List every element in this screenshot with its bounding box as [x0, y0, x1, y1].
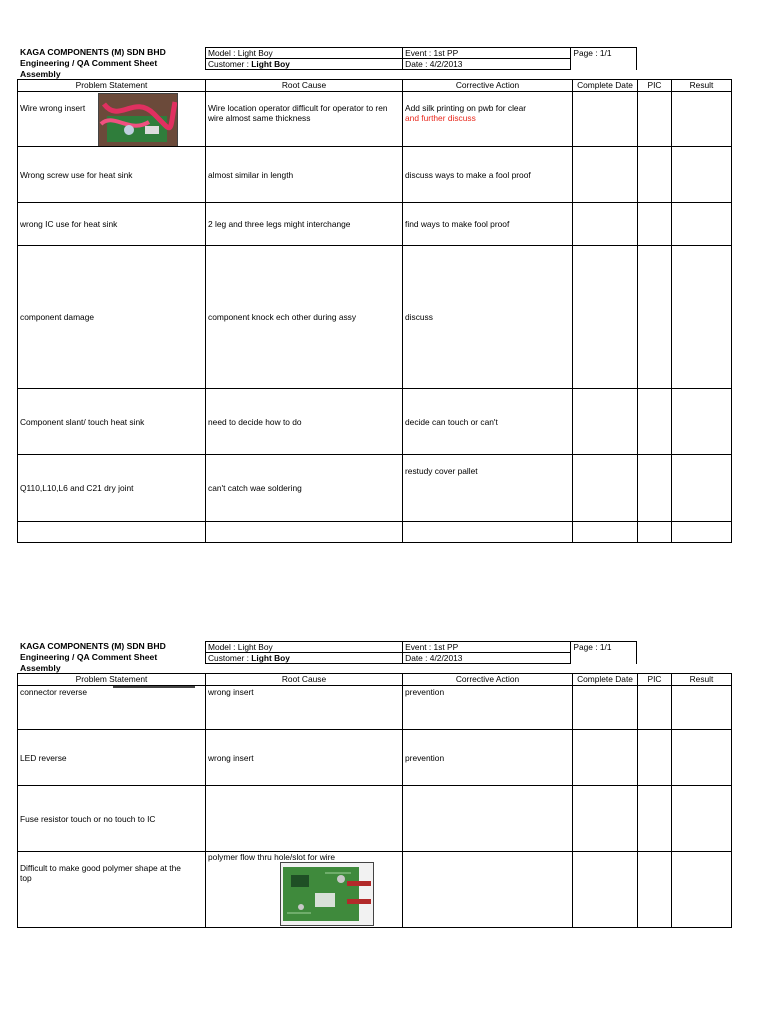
table-row: [18, 389, 732, 455]
problem-cell: connector reverse: [18, 686, 206, 730]
cause-cell: Wire location operator difficult for operator to ren wire almost same thickness: [206, 92, 403, 147]
problem-cell: Wrong screw use for heat sink: [18, 147, 206, 203]
table-row: [18, 852, 732, 928]
customer-value: Light Boy: [251, 653, 290, 663]
cause-cell: can't catch wae soldering: [206, 455, 403, 522]
problem-cell: Q110,L10,L6 and C21 dry joint: [18, 455, 206, 522]
cause-cell: [206, 786, 403, 852]
table-row: [18, 246, 732, 389]
event-cell: Event : 1st PP: [403, 48, 571, 59]
action-cell: discuss ways to make a fool proof: [403, 147, 573, 203]
table-row-empty: [18, 522, 732, 543]
column-header: Problem Statement: [18, 674, 206, 686]
cause-cell: 2 leg and three legs might interchange: [206, 203, 403, 246]
table-row: [18, 686, 732, 730]
action-cell: [403, 786, 573, 852]
problem-cell: Wire wrong insert: [18, 92, 206, 147]
problem-cell: LED reverse: [18, 730, 206, 786]
table-header-row: [18, 674, 732, 686]
action-cell: discuss: [403, 246, 573, 389]
table-row: [18, 92, 732, 147]
cause-cell: component knock ech other during assy: [206, 246, 403, 389]
column-header: PIC: [638, 80, 672, 92]
cause-cell: wrong insert: [206, 686, 403, 730]
column-header: Result: [672, 674, 732, 686]
problem-cell: Component slant/ touch heat sink: [18, 389, 206, 455]
column-header: Corrective Action: [403, 674, 573, 686]
date-cell: Date : 4/2/2013: [403, 653, 571, 664]
column-header: Problem Statement: [18, 80, 206, 92]
model-cell: Model : Light Boy: [206, 642, 403, 653]
action-cell: restudy cover pallet: [403, 455, 573, 522]
comment-table: [17, 79, 732, 543]
model-cell: Model : Light Boy: [206, 48, 403, 59]
wire-photo: [98, 93, 178, 147]
action-cell: [403, 852, 573, 928]
cause-cell: need to decide how to do: [206, 389, 403, 455]
column-header: Root Cause: [206, 674, 403, 686]
column-header: Complete Date: [573, 80, 638, 92]
page-cell: Page : 1/1: [571, 642, 637, 653]
sheet-title: Engineering / QA Comment Sheet: [20, 652, 158, 662]
model-value: Light Boy: [237, 642, 273, 652]
column-header: Root Cause: [206, 80, 403, 92]
cause-cell: polymer flow thru hole/slot for wire: [206, 852, 403, 928]
action-cell: Add silk printing on pwb for clear and further discuss: [403, 92, 573, 147]
company-name: KAGA COMPONENTS (M) SDN BHD: [20, 47, 166, 57]
table-row: [18, 786, 732, 852]
header-box: [205, 641, 637, 664]
action-cell: prevention: [403, 686, 573, 730]
table-row: [18, 455, 732, 522]
photo-edge: [113, 686, 195, 688]
problem-cell: Difficult to make good polymer shape at the top: [18, 852, 206, 928]
table-header-row: [18, 80, 732, 92]
company-block: [20, 641, 166, 674]
date-cell: Date : 4/2/2013: [403, 59, 571, 70]
sheet-subtitle: Assembly: [20, 69, 61, 79]
table-row: [18, 730, 732, 786]
polymer-photo: [280, 862, 374, 926]
header-box: [205, 47, 637, 70]
sheet-subtitle: Assembly: [20, 663, 61, 673]
event-cell: Event : 1st PP: [403, 642, 571, 653]
problem-cell: wrong IC use for heat sink: [18, 203, 206, 246]
company-block: [20, 47, 166, 80]
table-row: [18, 147, 732, 203]
cause-cell: almost similar in length: [206, 147, 403, 203]
company-name: KAGA COMPONENTS (M) SDN BHD: [20, 641, 166, 651]
column-header: Complete Date: [573, 674, 638, 686]
problem-cell: Fuse resistor touch or no touch to IC: [18, 786, 206, 852]
customer-cell: Customer : Light Boy: [206, 653, 403, 664]
page-cell: Page : 1/1: [571, 48, 637, 59]
model-value: Light Boy: [237, 48, 273, 58]
action-cell: find ways to make fool proof: [403, 203, 573, 246]
table-row: [18, 203, 732, 246]
customer-cell: Customer : Light Boy: [206, 59, 403, 70]
problem-cell: component damage: [18, 246, 206, 389]
column-header: PIC: [638, 674, 672, 686]
action-cell: prevention: [403, 730, 573, 786]
column-header: Corrective Action: [403, 80, 573, 92]
comment-table: [17, 673, 732, 928]
cause-cell: wrong insert: [206, 730, 403, 786]
sheet-title: Engineering / QA Comment Sheet: [20, 58, 158, 68]
action-cell: decide can touch or can't: [403, 389, 573, 455]
column-header: Result: [672, 80, 732, 92]
customer-value: Light Boy: [251, 59, 290, 69]
